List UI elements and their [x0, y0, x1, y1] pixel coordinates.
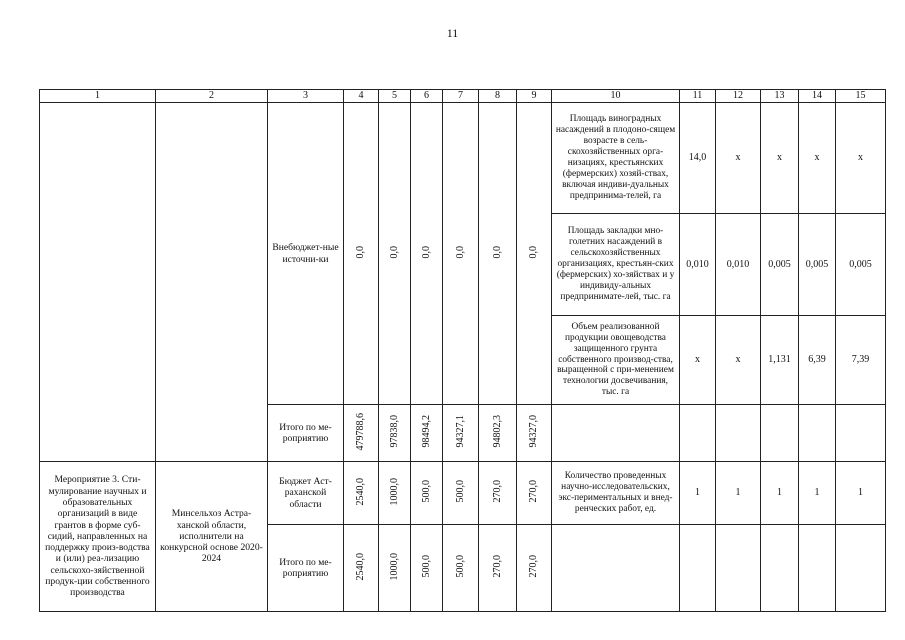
col-header: 13 — [761, 90, 799, 103]
empty-cell — [761, 405, 799, 462]
funding-source: Внебюджет-ные источни-ки — [268, 103, 344, 405]
indicator-value: 1 — [680, 462, 716, 525]
indicator-value: х — [761, 103, 799, 214]
empty-cell — [680, 525, 716, 612]
col-header: 12 — [716, 90, 761, 103]
empty-cell — [799, 405, 836, 462]
col-header: 11 — [680, 90, 716, 103]
empty-cell — [680, 405, 716, 462]
amount-cell: 500,0 — [443, 462, 479, 525]
amount-cell: 2540,0 — [344, 462, 379, 525]
indicator-value: 0,005 — [836, 214, 886, 316]
empty-cell — [761, 525, 799, 612]
empty-cell — [716, 405, 761, 462]
table-row — [40, 103, 886, 214]
amount-cell: 1000,0 — [379, 462, 411, 525]
total-label: Итого по ме-роприятию — [268, 525, 344, 612]
amount-cell: 94327,0 — [517, 405, 552, 462]
indicator-name: Количество проведенных научно-исследовательских, экс-периментальных и внед-ренческих работ, ед. — [552, 462, 680, 525]
amount-cell: 0,0 — [443, 103, 479, 405]
indicator-value: 14,0 — [680, 103, 716, 214]
amount-cell: 97838,0 — [379, 405, 411, 462]
col-header: 8 — [479, 90, 517, 103]
empty-cell — [552, 405, 680, 462]
amount-cell: 0,0 — [411, 103, 443, 405]
indicator-value: х — [799, 103, 836, 214]
col-header: 7 — [443, 90, 479, 103]
measure-name: Мероприятие 3. Сти-мулирование научных и образовательных организаций в виде грантов в форме суб-сидий, направленных на поддержку произ-водства и (или) реа-лизацию сельскохо-зяйственной продук-ции собственного производства — [40, 462, 156, 612]
empty-cell — [799, 525, 836, 612]
indicator-value: 0,005 — [799, 214, 836, 316]
indicator-value: х — [680, 316, 716, 405]
program-table — [39, 89, 886, 612]
indicator-name: Объем реализованной продукции овощеводства защищенного грунта собственного производ-ства, выращенной с при-менением технологии досвечивания, тыс. га — [552, 316, 680, 405]
empty-cell — [836, 405, 886, 462]
amount-cell: 0,0 — [379, 103, 411, 405]
amount-cell: 270,0 — [479, 525, 517, 612]
amount-cell: 0,0 — [517, 103, 552, 405]
indicator-value: 1 — [761, 462, 799, 525]
indicator-value: 0,005 — [761, 214, 799, 316]
amount-cell: 500,0 — [411, 525, 443, 612]
col-header: 2 — [156, 90, 268, 103]
col-header: 3 — [268, 90, 344, 103]
total-label: Итого по ме-роприятию — [268, 405, 344, 462]
amount-cell: 270,0 — [517, 462, 552, 525]
page-number: 11 — [446, 26, 459, 40]
amount-cell: 500,0 — [443, 525, 479, 612]
amount-cell: 2540,0 — [344, 525, 379, 612]
amount-cell: 94802,3 — [479, 405, 517, 462]
amount-cell: 0,0 — [344, 103, 379, 405]
col-header: 9 — [517, 90, 552, 103]
amount-cell: 0,0 — [479, 103, 517, 405]
col-header: 15 — [836, 90, 886, 103]
amount-cell: 270,0 — [517, 525, 552, 612]
indicator-value: х — [716, 103, 761, 214]
indicator-value: 1,131 — [761, 316, 799, 405]
table-row — [40, 462, 886, 525]
executor-name: Минсельхоз Астра-ханской области, исполнители на конкурсной основе 2020-2024 — [156, 462, 268, 612]
amount-cell: 1000,0 — [379, 525, 411, 612]
amount-cell: 500,0 — [411, 462, 443, 525]
indicator-value: 1 — [716, 462, 761, 525]
funding-source: Бюджет Аст-раханской области — [268, 462, 344, 525]
indicator-name: Площадь закладки мно-голетних насаждений в сельскохозяйственных организациях, крестьян-ских (фермерских) хо-зяйствах и у индивиду-альных предпринимате-лей, тыс. га — [552, 214, 680, 316]
col-header: 10 — [552, 90, 680, 103]
indicator-value: 1 — [836, 462, 886, 525]
empty-cell — [716, 525, 761, 612]
indicator-value: х — [836, 103, 886, 214]
col-header: 1 — [40, 90, 156, 103]
indicator-value: 0,010 — [716, 214, 761, 316]
col-header: 4 — [344, 90, 379, 103]
indicator-value: 7,39 — [836, 316, 886, 405]
executor-cell-empty — [156, 103, 268, 462]
col-header: 5 — [379, 90, 411, 103]
header-row — [40, 90, 886, 103]
measure-cell-empty — [40, 103, 156, 462]
indicator-value: 0,010 — [680, 214, 716, 316]
empty-cell — [836, 525, 886, 612]
indicator-value: 1 — [799, 462, 836, 525]
indicator-value: 6,39 — [799, 316, 836, 405]
col-header: 6 — [411, 90, 443, 103]
indicator-value: х — [716, 316, 761, 405]
amount-cell: 94327,1 — [443, 405, 479, 462]
col-header: 14 — [799, 90, 836, 103]
amount-cell: 270,0 — [479, 462, 517, 525]
indicator-name: Площадь виноградных насаждений в плодоно-сящем возрасте в сель-скохозяйственных орга-низациях, крестьянских (фермерских) хозяй-ствах, включая индиви-дуальных предпринима-телей, га — [552, 103, 680, 214]
amount-cell: 98494,2 — [411, 405, 443, 462]
empty-cell — [552, 525, 680, 612]
amount-cell: 479788,6 — [344, 405, 379, 462]
